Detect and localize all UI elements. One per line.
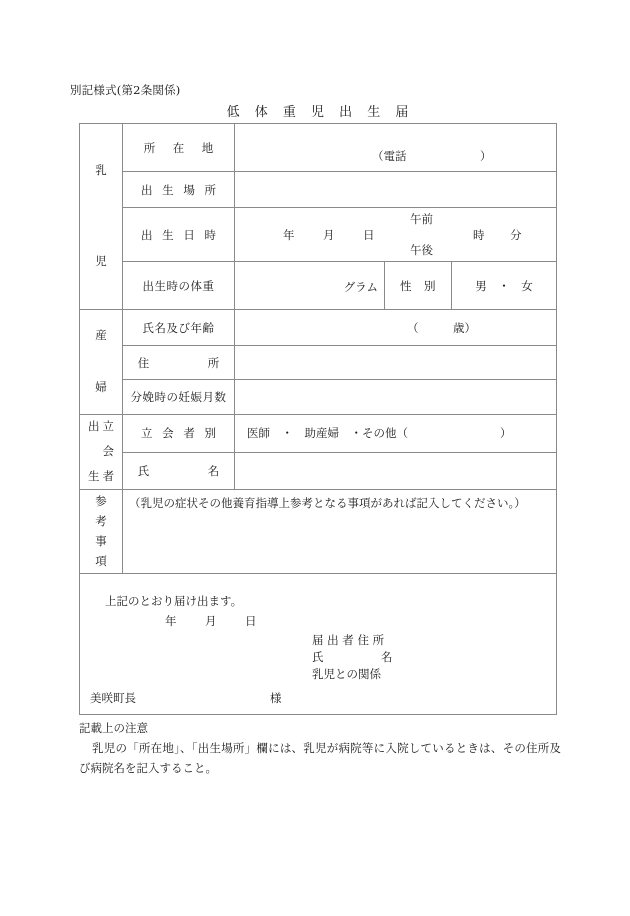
- table-row-gestation-months: [80, 380, 557, 415]
- section-label-attendant-left-1: 出: [88, 419, 100, 433]
- table-row-attendant-type: [80, 415, 557, 453]
- field-label-attendant-name: 氏 名: [123, 452, 235, 490]
- section-label-remarks: [80, 490, 123, 574]
- field-label-gestation-months: 分娩時の妊娠月数: [123, 380, 235, 415]
- footer-notes-body: 乳児の「所在地」、「出生場所」欄には、乳児が病院等に入院しているときは、その住所及び病院名を記入すること。: [79, 741, 561, 776]
- section-label-remarks-char-4: 項: [95, 554, 107, 569]
- field-label-birthplace: 出 生 場 所: [123, 172, 235, 208]
- birth-notification-table: [79, 123, 557, 715]
- declaration-year-marker: 年: [165, 614, 177, 628]
- age-marker: （ 歳）: [407, 321, 476, 335]
- section-label-remarks-char-1: 参: [95, 493, 107, 508]
- am-marker: 午前: [410, 212, 433, 226]
- field-value-attendant-type[interactable]: 医師 ・ 助産婦 ・その他（ ）: [235, 415, 557, 453]
- hour-marker: 時: [473, 228, 485, 242]
- table-row-declaration: [80, 574, 557, 715]
- month-marker: 月: [323, 228, 335, 242]
- field-value-attendant-name[interactable]: [235, 452, 557, 490]
- field-value-location[interactable]: [235, 124, 557, 172]
- section-label-attendant: [80, 415, 123, 490]
- table-row-mother-address: [80, 346, 557, 380]
- table-row-mother-name-age: [80, 310, 557, 346]
- table-row-attendant-name: [80, 452, 557, 490]
- section-label-mother: [80, 310, 123, 415]
- submitter-relation-label: 乳児との関係: [312, 667, 381, 681]
- section-label-remarks-char-3: 事: [95, 534, 107, 548]
- weight-unit-label: グラム: [343, 280, 378, 294]
- section-label-attendant-right-2: 会: [102, 444, 114, 459]
- section-label-infant-char-2: 児: [95, 254, 107, 269]
- day-marker: 日: [363, 228, 375, 242]
- declaration-statement: 上記のとおり届け出ます。: [105, 594, 243, 608]
- addressee-label: 美咲町長: [90, 691, 136, 705]
- field-label-attendant-type: 立 会 者 別: [123, 415, 235, 453]
- phone-marker-close: ）: [480, 149, 492, 163]
- pm-marker: 午後: [410, 243, 433, 257]
- section-label-mother-char-2: 婦: [95, 380, 107, 395]
- minute-marker: 分: [510, 228, 522, 242]
- declaration-day-marker: 日: [245, 614, 257, 628]
- section-label-attendant-right-3: 者: [102, 469, 114, 484]
- field-value-mother-address[interactable]: [235, 346, 557, 380]
- field-value-gestation-months[interactable]: [235, 380, 557, 415]
- field-value-remarks[interactable]: [123, 490, 557, 574]
- submitter-address-label: 届 出 者 住 所: [312, 633, 385, 647]
- field-value-mother-name-age[interactable]: [235, 310, 557, 346]
- section-label-mother-char-1: 産: [95, 328, 107, 343]
- section-label-attendant-right-1: 立: [102, 419, 114, 433]
- field-value-birthweight[interactable]: [235, 262, 385, 310]
- field-label-mother-address: 住 所: [123, 346, 235, 380]
- field-value-birthplace[interactable]: [235, 172, 557, 208]
- submitter-name-label: 氏 名: [312, 650, 393, 664]
- form-code: 別記様式(第2条関係): [70, 83, 181, 97]
- footer-notes-title: 記載上の注意: [79, 721, 148, 735]
- footer-notes: [79, 718, 579, 778]
- table-row-infant-birthdatetime: [80, 208, 557, 262]
- section-label-attendant-left-2: 生: [88, 469, 100, 484]
- declaration-block: [80, 574, 557, 715]
- field-value-sex[interactable]: 男 ・ 女: [452, 262, 557, 310]
- page-title: 低 体 重 児 出 生 届: [226, 105, 414, 120]
- remarks-hint-text: （乳児の症状その他養育指導上参考となる事項があれば記入してください。）: [129, 496, 526, 510]
- field-label-birthdatetime: 出 生 日 時: [123, 208, 235, 262]
- table-row-infant-weight: [80, 262, 557, 310]
- field-label-sex: 性 別: [385, 262, 452, 310]
- year-marker: 年: [283, 228, 295, 242]
- section-label-infant: [80, 124, 123, 310]
- field-label-mother-name-age: 氏名及び年齢: [123, 310, 235, 346]
- section-label-remarks-char-2: 考: [95, 513, 107, 528]
- addressee-honorific: 様: [270, 691, 282, 705]
- phone-marker-open: （電話: [372, 149, 407, 163]
- table-row-remarks: [80, 490, 557, 574]
- declaration-month-marker: 月: [205, 614, 217, 628]
- table-row-infant-location: [80, 124, 557, 172]
- table-row-infant-birthplace: [80, 172, 557, 208]
- section-label-infant-char-1: 乳: [95, 163, 107, 178]
- field-label-birthweight: 出生時の体重: [123, 262, 235, 310]
- field-value-birthdatetime[interactable]: [235, 208, 557, 262]
- field-label-location: 所 在 地: [123, 124, 235, 172]
